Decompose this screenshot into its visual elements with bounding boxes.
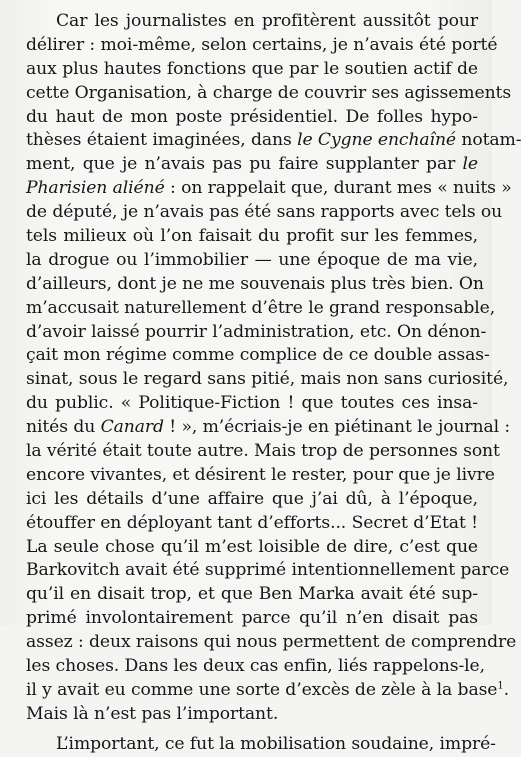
text-line: m’accusait naturellement d’être le grand responsable, (26, 297, 496, 318)
text-line: Barkovitch avait été supprimé intentionnellement parce (26, 560, 510, 581)
text-line (26, 679, 510, 703)
text-line: Mais là n’est pas l’important. (26, 703, 279, 724)
text-line: aux plus hautes fonctions que par le soutien actif de (26, 58, 478, 79)
text-line: la vérité était toute autre. Mais trop de personnes sont (26, 441, 500, 462)
text-line: d’avoir laissé pourrir l’administration, etc. On dénon- (26, 321, 487, 342)
text-line: d’ailleurs, dont je ne me souvenais plus très bien. On (26, 273, 484, 294)
text-line: La seule chose qu’il m’est loisible de dire, c’est que (26, 536, 478, 557)
text-line: assez : deux raisons qui nous permettent de comprendre (26, 632, 517, 653)
text-line: de député, je n’avais pas été sans rapports avec tels ou (26, 202, 503, 223)
text-line: du public. « Politique-Fiction ! que toutes ces insa- (26, 393, 478, 414)
text-line: les choses. Dans les deux cas enfin, liés rappelons-le, (26, 656, 485, 677)
text-line (26, 153, 478, 177)
text-line: sinat, sous le regard sans pitié, mais non sans curiosité, (26, 369, 509, 390)
text-line: ici les détails d’une affaire que j’ai dû, à l’époque, (26, 488, 478, 509)
body-text (26, 10, 521, 757)
text-run: : on rappelait que, durant mes « nuits » (170, 178, 512, 199)
text-run: nités du (26, 417, 96, 438)
text-line: primé involontairement parce qu’il n’en disait pas (26, 608, 478, 629)
text-run: ment, que je n’avais pas pu faire supplanter par (26, 154, 456, 175)
text-line (26, 177, 512, 201)
text-run: . (503, 679, 510, 700)
text-line: çait mon régime comme complice de ce double assas- (26, 345, 490, 366)
italic-title: le (462, 154, 478, 175)
text-run: thèses étaient imaginées, dans (26, 130, 292, 151)
text-line (26, 129, 521, 153)
italic-title: Pharisien aliéné (26, 178, 165, 199)
text-line: du haut de mon poste présidentiel. De folles hypo- (26, 106, 478, 127)
text-line: encore vivantes, et désirent le rester, pour que je livre (26, 464, 495, 485)
text-line: la drogue ou l’immobilier — une époque de ma vie, (26, 249, 478, 270)
footnote-marker: 1 (497, 680, 504, 692)
text-line: qu’il en disait trop, et que Ben Marka avait été sup- (26, 584, 478, 605)
text-line: étouffer en déployant tant d’efforts... Secret d’Etat ! (26, 512, 478, 533)
text-line: L’important, ce fut la mobilisation soudaine, impré- (56, 733, 496, 754)
text-line (26, 416, 511, 440)
text-run: notam- (461, 130, 521, 151)
text-line: délirer : moi-même, selon certains, je n’avais été porté (26, 34, 498, 55)
text-line: Car les journalistes en profitèrent aussitôt pour (56, 11, 478, 31)
text-line: tels milieux où l’on faisait du profit sur les femmes, (26, 226, 478, 247)
text-run: ! », m’écriais-je en piétinant le journal : (169, 417, 511, 438)
text-run: il y avait eu comme une sorte d’excès de zèle à la base (26, 679, 498, 700)
italic-title: Canard (100, 417, 164, 438)
paragraph (26, 10, 521, 727)
paragraph (26, 733, 496, 757)
italic-title: le Cygne enchaîné (297, 130, 456, 151)
text-line: cette Organisation, à charge de couvrir ses agissements (26, 82, 512, 103)
